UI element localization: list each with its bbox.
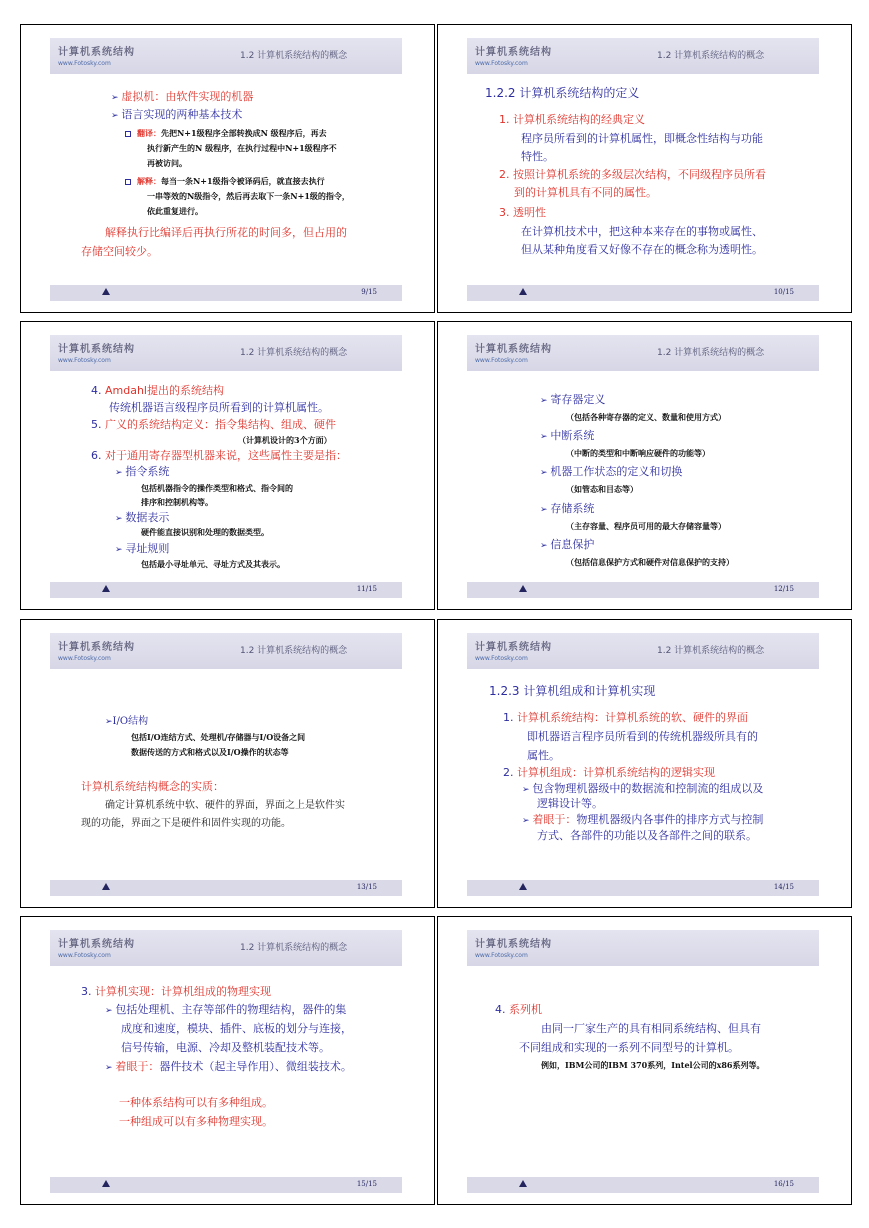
slide-11 — [20, 321, 435, 610]
interpretation-line-3: 依此重复进行。 — [147, 206, 203, 216]
attr-interrupt-note: （中断的类型和中断响应硬件的功能等） — [566, 448, 710, 458]
attr-protection-note: （包括信息保护方式和硬件对信息保护的支持） — [566, 557, 734, 567]
attr-register-note: （包括各种寄存器的定义、数量和使用方式） — [566, 412, 726, 422]
attr-interrupt: ➢ 中断系统 — [540, 429, 595, 442]
section-title: 1.2 计算机系统结构的概念 — [657, 348, 765, 358]
logo: 计算机系统结构 — [58, 939, 135, 950]
up-arrow-icon[interactable] — [519, 883, 527, 890]
item-1-title: 1. 计算机系统结构的经典定义 — [499, 113, 645, 126]
item-6-title: 6. 对于通用寄存器型机器来说，这些属性主要是指： — [91, 449, 347, 462]
logo-url: www.Fotosky.com — [58, 60, 111, 67]
slide-footer — [50, 285, 402, 301]
page-number: 16/15 — [773, 1180, 794, 1188]
slide-header — [50, 38, 402, 74]
item-2-line-1: 2. 按照计算机系统的多级层次结构，不同级程序员所看 — [499, 168, 766, 181]
slide-header — [467, 335, 819, 371]
slide-footer — [467, 880, 819, 896]
item-3-line-2: 但从某种角度看又好像不存在的概念称为透明性。 — [521, 243, 763, 256]
logo-url: www.Fotosky.com — [475, 60, 528, 67]
example-line: 例如，IBM公司的IBM 370系列，Intel公司的x86系列等。 — [541, 1060, 765, 1070]
logo: 计算机系统结构 — [58, 47, 135, 58]
conclusion-line-1: 解释执行比编译后再执行所花的时间多，但占用的 — [105, 226, 347, 239]
interpretation-line-2: 一串等效的N级指令，然后再去取下一条N+1级的指令， — [147, 191, 350, 201]
logo-url: www.Fotosky.com — [475, 655, 528, 662]
slide-header — [467, 38, 819, 74]
bullet-dataflow-1: ➢ 包含物理机器级中的数据流和控制流的组成以及 — [522, 782, 764, 795]
section-title: 1.2 计算机系统结构的概念 — [240, 51, 348, 61]
slide-header — [50, 335, 402, 371]
conclusion-line-2: 一种组成可以有多种物理实现。 — [119, 1115, 273, 1128]
essence-line-1: 确定计算机系统中软、硬件的界面，界面之上是软件实 — [105, 800, 345, 811]
up-arrow-icon[interactable] — [102, 585, 110, 592]
page-number: 10/15 — [773, 288, 794, 296]
logo: 计算机系统结构 — [58, 344, 135, 355]
slide-footer — [50, 880, 402, 896]
slide-header — [50, 930, 402, 966]
bullet-focus: ➢ 着眼于：器件技术（起主导作用）、微组装技术。 — [105, 1060, 352, 1073]
item-3-title: 3. 计算机实现：计算机组成的物理实现 — [81, 985, 271, 998]
logo-url: www.Fotosky.com — [58, 357, 111, 364]
logo: 计算机系统结构 — [58, 642, 135, 653]
item-1-line-2: 特性。 — [521, 150, 554, 163]
up-arrow-icon[interactable] — [519, 288, 527, 295]
bullet-dataflow-2: 逻辑设计等。 — [537, 797, 603, 810]
io-line-1: 包括I/O连结方式、处理机/存储器与I/O设备之间 — [131, 732, 306, 742]
slide-16 — [437, 916, 852, 1205]
bullet-focus-1: ➢ 着眼于：物理机器级内各事件的排序方式与控制 — [522, 813, 764, 826]
logo: 计算机系统结构 — [475, 642, 552, 653]
translation-line-2: 执行新产生的N 级程序，在执行过程中N+1级程序不 — [147, 143, 337, 153]
logo-url: www.Fotosky.com — [475, 952, 528, 959]
conclusion-line-2: 存储空间较少。 — [81, 245, 158, 258]
conclusion-line-1: 一种体系结构可以有多种组成。 — [119, 1096, 273, 1109]
slide-footer — [467, 285, 819, 301]
item-2-title: 2. 计算机组成：计算机系统结构的逻辑实现 — [503, 766, 715, 779]
item-2-line-2: 到的计算机具有不同的属性。 — [514, 186, 657, 199]
attr-instruction-set-line-1: 包括机器指令的操作类型和格式、指令间的 — [141, 483, 293, 493]
slide-14 — [437, 619, 852, 908]
item-3-title: 3. 透明性 — [499, 206, 546, 219]
logo: 计算机系统结构 — [475, 939, 552, 950]
section-title: 1.2 计算机系统结构的概念 — [657, 646, 765, 656]
bullet-focus-2: 方式、各部件的功能以及各部件之间的联系。 — [537, 829, 757, 842]
section-title: 1.2 计算机系统结构的概念 — [657, 51, 765, 61]
attr-machine-state-note: （如管态和目态等） — [566, 484, 638, 494]
item-1-title: 1. 计算机系统结构：计算机系统的软、硬件的界面 — [503, 711, 748, 724]
logo-url: www.Fotosky.com — [58, 952, 111, 959]
section-title: 1.2 计算机系统结构的概念 — [240, 943, 348, 953]
up-arrow-icon[interactable] — [102, 1180, 110, 1187]
essence-title: 计算机系统结构概念的实质： — [81, 780, 224, 793]
slide-footer — [467, 1177, 819, 1193]
page-number: 14/15 — [773, 883, 794, 891]
page-number: 15/15 — [356, 1180, 377, 1188]
essence-line-2: 现的功能，界面之下是硬件和固件实现的功能。 — [81, 818, 291, 829]
item-5-note: （计算机设计的3个方面） — [238, 435, 332, 445]
translation-line-3: 再被访问。 — [147, 158, 187, 168]
slide-footer — [50, 582, 402, 598]
attr-addressing-line: 包括最小寻址单元、寻址方式及其表示。 — [141, 559, 285, 569]
attr-register: ➢ 寄存器定义 — [540, 393, 606, 406]
up-arrow-icon[interactable] — [519, 585, 527, 592]
slide-12 — [437, 321, 852, 610]
bullet-virtual-machine: ➢ 虚拟机：由软件实现的机器 — [111, 90, 254, 103]
io-structure: ➢I/O结构 — [105, 716, 149, 727]
attr-instruction-set-line-2: 排序和控制机构等。 — [141, 497, 213, 507]
interpretation-line-1: 解释：每当一条N+1级指令被译码后，就直接去执行 — [125, 175, 325, 188]
logo-url: www.Fotosky.com — [475, 357, 528, 364]
item-1-line-1: 即机器语言程序员所看到的传统机器级所具有的 — [527, 730, 758, 743]
attr-protection: ➢ 信息保护 — [540, 538, 595, 551]
section-title: 1.2 计算机系统结构的概念 — [240, 348, 348, 358]
item-1-line-1: 程序员所看到的计算机属性，即概念性结构与功能 — [521, 132, 763, 145]
slide-header — [467, 633, 819, 669]
attr-data-representation: ➢ 数据表示 — [115, 511, 170, 524]
item-4-line-1: 由同一厂家生产的具有相同系统结构、但具有 — [541, 1022, 761, 1035]
translation-line-1: 翻译：先把N+1级程序全部转换成N 级程序后，再去 — [125, 127, 327, 140]
attr-storage: ➢ 存储系统 — [540, 502, 595, 515]
bullet-physical-3: 信号传输，电源、冷却及整机装配技术等。 — [121, 1041, 330, 1054]
logo: 计算机系统结构 — [475, 47, 552, 58]
item-4-title: 4. 系列机 — [495, 1003, 542, 1016]
up-arrow-icon[interactable] — [102, 288, 110, 295]
item-3-line-1: 在计算机技术中，把这种本来存在的事物或属性、 — [521, 225, 763, 238]
item-5-title: 5. 广义的系统结构定义：指令集结构、组成、硬件 — [91, 418, 336, 431]
up-arrow-icon[interactable] — [102, 883, 110, 890]
page-number: 12/15 — [773, 585, 794, 593]
item-1-line-2: 属性。 — [527, 749, 560, 762]
io-line-2: 数据传送的方式和格式以及I/O操作的状态等 — [131, 747, 289, 757]
attr-addressing: ➢ 寻址规则 — [115, 542, 170, 555]
item-4-line: 传统机器语言级程序员所看到的计算机属性。 — [109, 401, 329, 414]
section-title: 1.2 计算机系统结构的概念 — [240, 646, 348, 656]
logo-url: www.Fotosky.com — [58, 655, 111, 662]
slide-13 — [20, 619, 435, 908]
slide-header — [50, 633, 402, 669]
page-number: 13/15 — [356, 883, 377, 891]
attr-storage-note: （主存容量、程序员可用的最大存储容量等） — [566, 521, 726, 531]
page-number: 9/15 — [361, 288, 377, 296]
section-heading: 1.2.2 计算机系统结构的定义 — [485, 86, 640, 100]
bullet-physical-1: ➢ 包括处理机、主存等部件的物理结构，器件的集 — [105, 1003, 347, 1016]
slide-footer — [50, 1177, 402, 1193]
up-arrow-icon[interactable] — [519, 1180, 527, 1187]
item-4-title: 4. Amdahl提出的系统结构 — [91, 384, 224, 397]
slide-10 — [437, 24, 852, 313]
bullet-physical-2: 成度和速度，模块、插件、底板的划分与连接， — [121, 1022, 352, 1035]
slide-header — [467, 930, 819, 966]
slide-15 — [20, 916, 435, 1205]
attr-instruction-set: ➢ 指令系统 — [115, 465, 170, 478]
item-4-line-2: 不同组成和实现的一系列不同型号的计算机。 — [519, 1041, 739, 1054]
bullet-two-techniques: ➢ 语言实现的两种基本技术 — [111, 108, 243, 121]
logo: 计算机系统结构 — [475, 344, 552, 355]
slide-footer — [467, 582, 819, 598]
section-heading: 1.2.3 计算机组成和计算机实现 — [489, 684, 656, 698]
slide-9 — [20, 24, 435, 313]
attr-data-representation-line: 硬件能直接识别和处理的数据类型。 — [141, 527, 269, 537]
attr-machine-state: ➢ 机器工作状态的定义和切换 — [540, 465, 683, 478]
page-number: 11/15 — [356, 585, 377, 593]
